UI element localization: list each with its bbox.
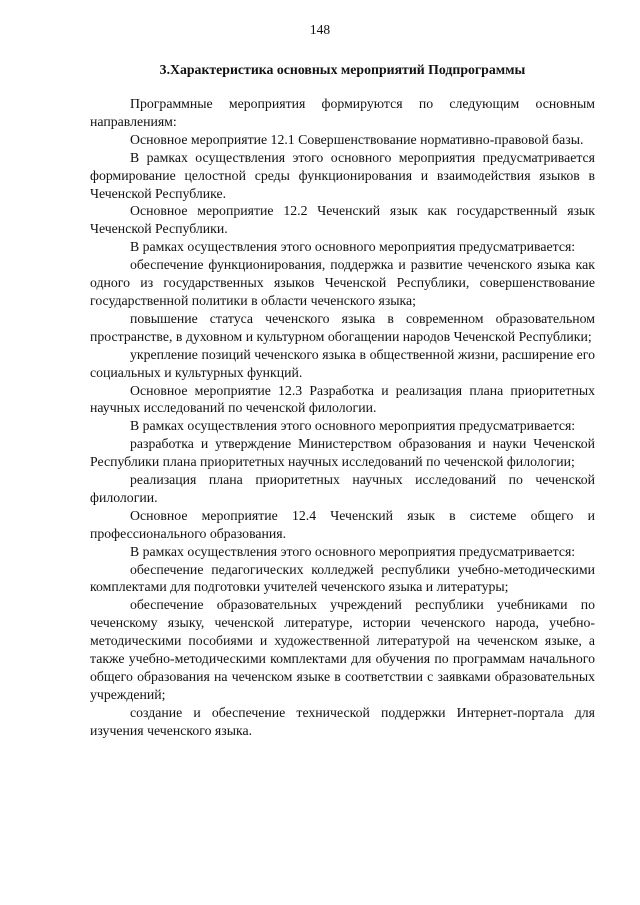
paragraph: Основное мероприятие 12.2 Чеченский язык как государственный язык Чеченской Республики. <box>90 203 595 237</box>
paragraph: Основное мероприятие 12.4 Чеченский язык в системе общего и профессионального образования. <box>90 507 595 541</box>
paragraph: реализация плана приоритетных научных исследований по чеченской филологии. <box>90 472 595 505</box>
paragraph: В рамках осуществления этого основного мероприятия предусматривается: <box>130 418 576 434</box>
paragraph: обеспечение функционирования, поддержка и развитие чеченского языка как одного из государственных языков Чеченской Республики, совершенствование государственной политики в области чеченского языка; <box>90 257 595 308</box>
paragraph: Программные мероприятия формируются по следующим основным направлениям: <box>90 96 595 129</box>
paragraph: обеспечение педагогических колледжей республики учебно-методическими комплектами для подготовки учителей чеченского языка и литературы; <box>90 561 595 595</box>
page-number: 148 <box>309 22 331 37</box>
paragraph: разработка и утверждение Министерством образования и науки Чеченской Республики плана приоритетных научных исследований по чеченской филологии; <box>90 436 595 470</box>
section-body <box>90 95 595 740</box>
paragraph: Основное мероприятие 12.1 Совершенствование нормативно-правовой базы. <box>130 131 584 147</box>
paragraph: укрепление позиций чеченского языка в общественной жизни, расширение его социальных и культурных функций. <box>90 346 595 380</box>
paragraph: В рамках осуществления этого основного мероприятия предусматривается формирование целостной среды функционирования и взаимодействия языков в Чеченской Республике. <box>90 149 595 201</box>
paragraph: повышение статуса чеченского языка в современном образовательном пространстве, в духовном и культурном обогащении народов Чеченской Республики; <box>90 310 595 344</box>
paragraph: В рамках осуществления этого основного мероприятия предусматривается: <box>130 239 576 255</box>
paragraph: В рамках осуществления этого основного мероприятия предусматривается: <box>130 543 576 559</box>
paragraph: создание и обеспечение технической поддержки Интернет-портала для изучения чеченского языка. <box>90 704 595 738</box>
section-title: 3.Характеристика основных мероприятий Подпрограммы <box>159 62 526 77</box>
paragraph: обеспечение образовательных учреждений республики учебниками по чеченскому языку, чеченской литературе, истории чеченского народа, учебно-методическими пособиями и художественной литературой на чеченском языке, а также учебно-методическими комплектами для обучения по программам начального общего образования на чеченском языке в соответствии с заявками образовательных учреждений; <box>90 597 595 702</box>
paragraph: Основное мероприятие 12.3 Разработка и реализация плана приоритетных научных исследований по чеченской филологии. <box>90 382 595 416</box>
